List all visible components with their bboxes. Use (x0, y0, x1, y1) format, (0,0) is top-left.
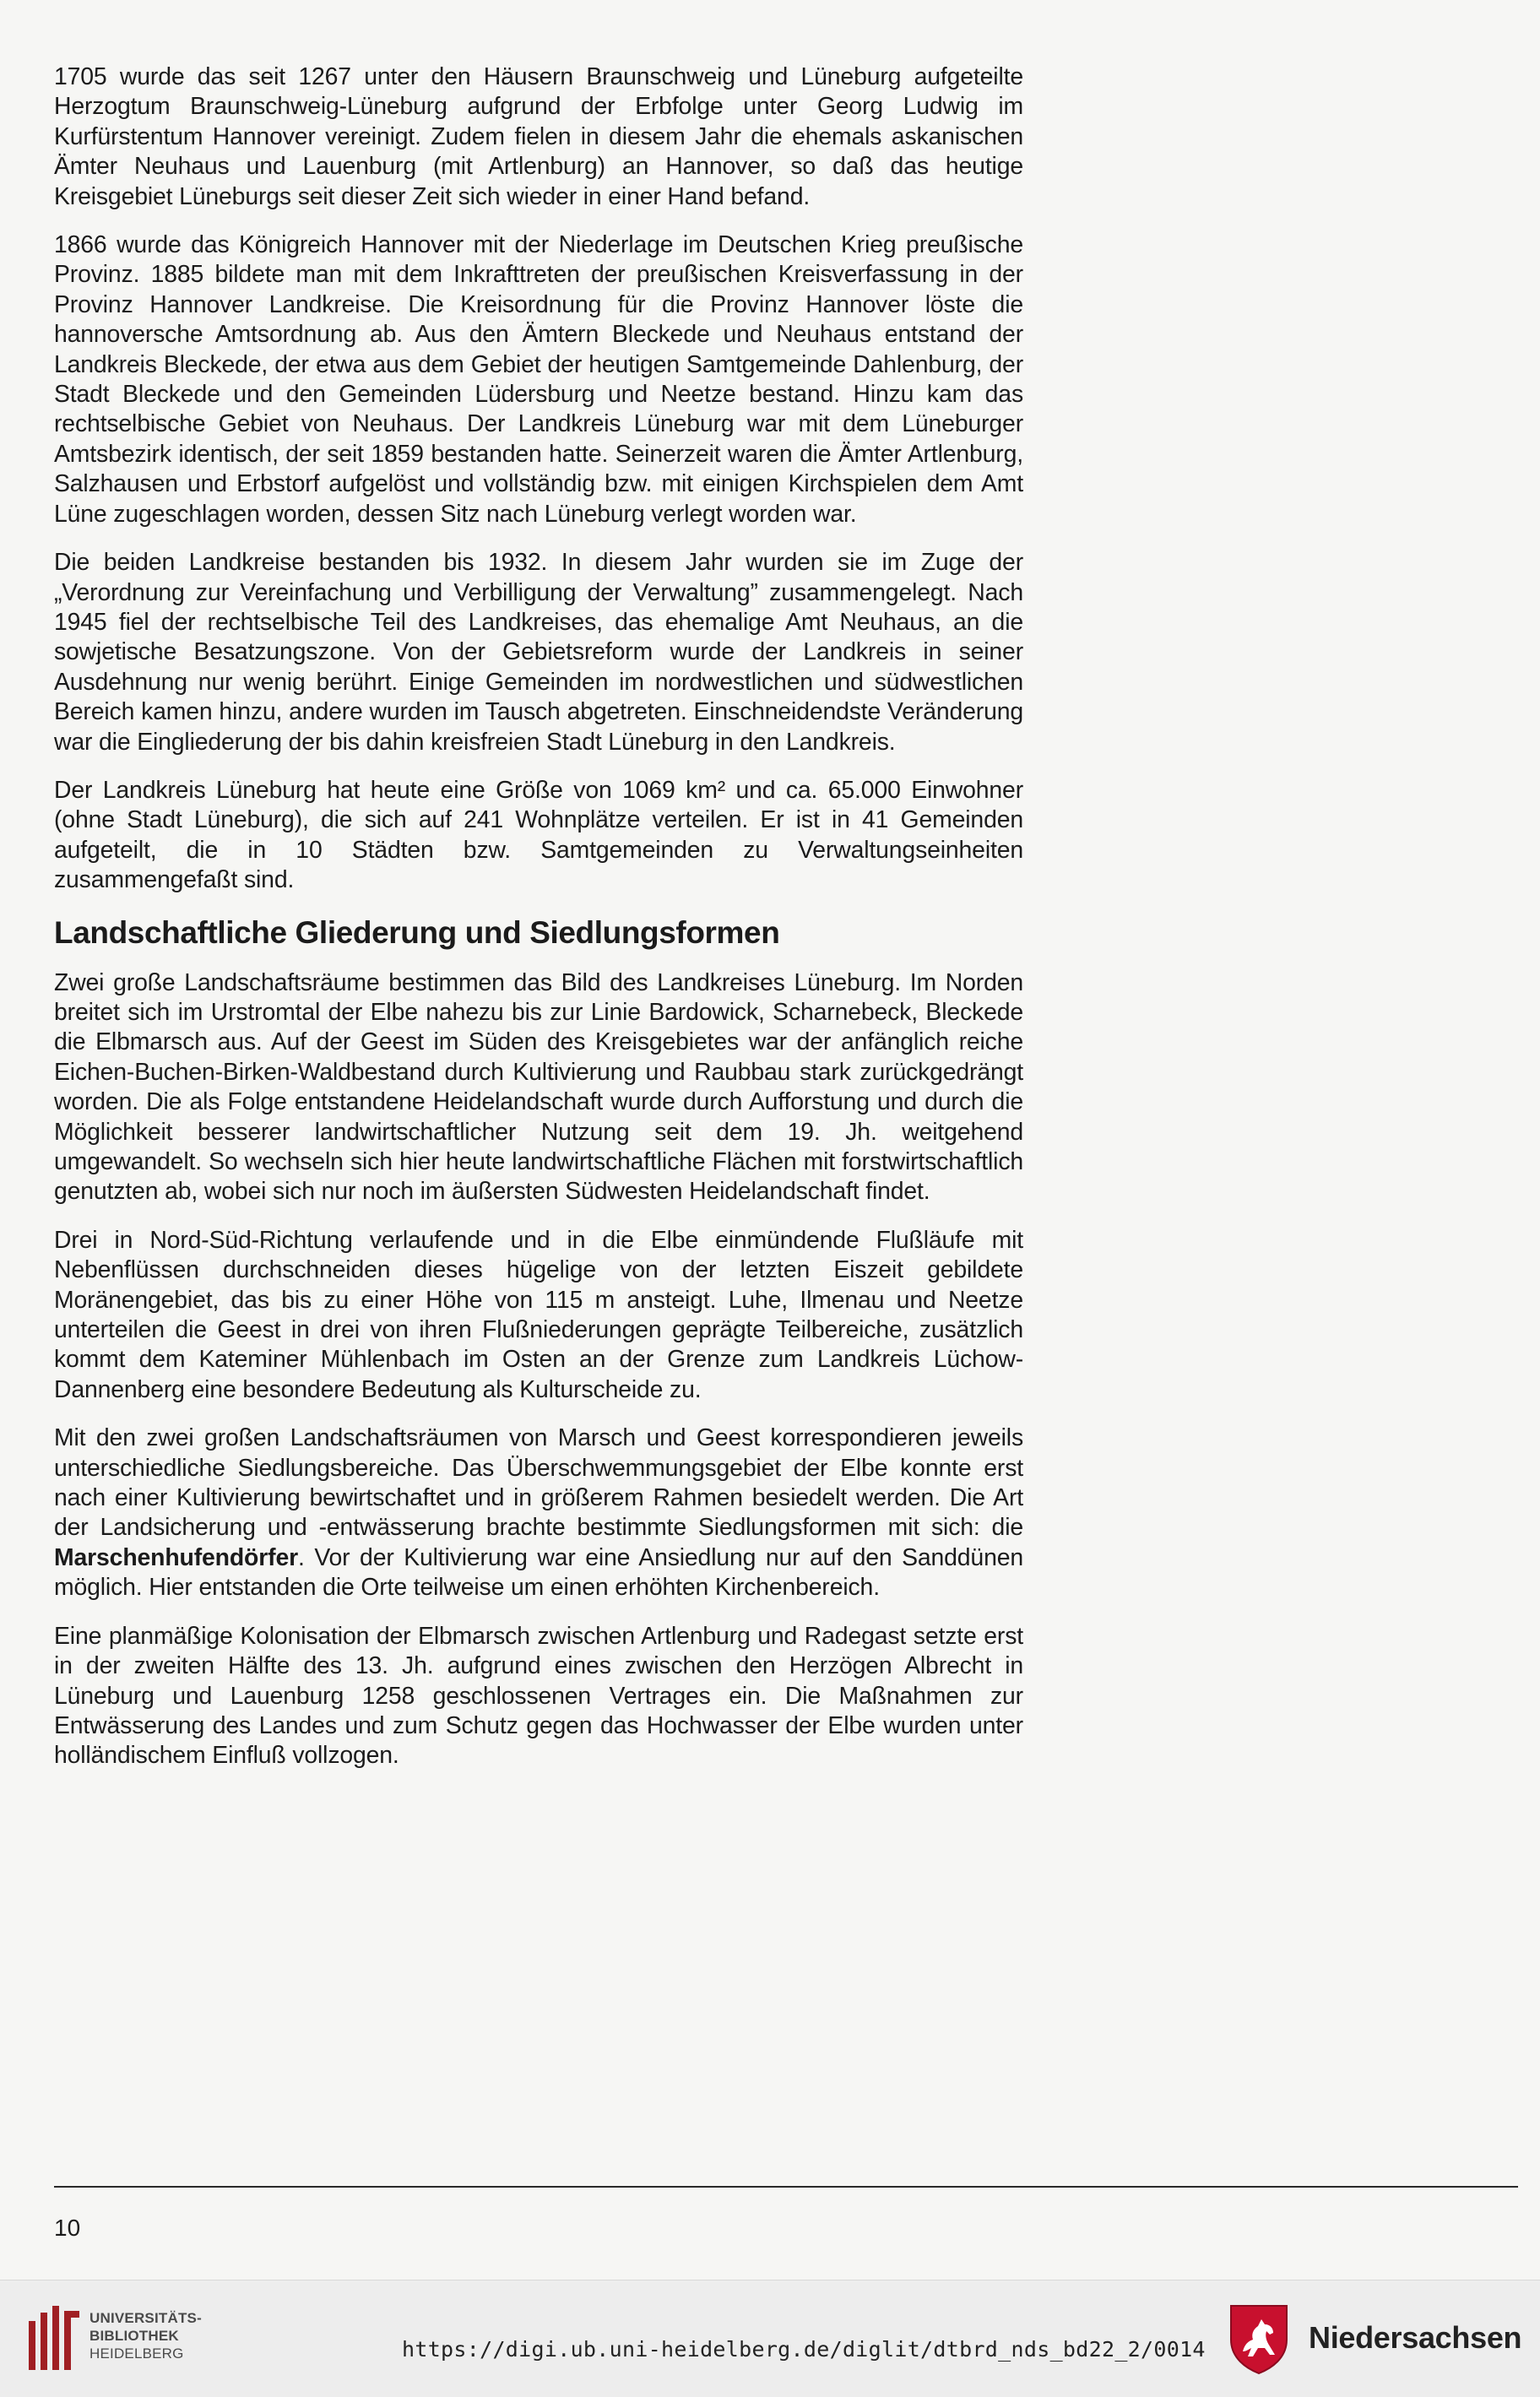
section-heading: Landschaftliche Gliederung und Siedlungsformen (54, 914, 780, 950)
library-logo[interactable] (24, 2299, 277, 2380)
paragraph-marsch-text-b: . Vor der Kultivierung war eine Ansiedlung nur auf den Sanddünen möglich. Hier entstanden die Orte teilweise um einen erhöhten Kirchenbereich. (54, 1543, 1023, 1602)
ub-heidelberg-logo-icon (24, 2304, 83, 2375)
permalink-url[interactable]: https://digi.ub.uni-heidelberg.de/diglit/dtbrd_nds_bd22_2/0014 (402, 2337, 1206, 2362)
term-marschenhufendoerfer: Marschenhufendörfer (54, 1543, 298, 1571)
paragraph-marsch-geest (54, 1424, 1023, 1603)
paragraph-landschaftsraeume: Zwei große Landschaftsräume bestimmen das Bild des Landkreises Lüneburg. Im Norden breitet sich im Urstromtal der Elbe nahezu bis zur Linie Bardowick, Scharnebeck, Bleckede die Elbmarsch aus. Auf der Geest im Süden des Kreisgebietes war der anfänglich reiche Eichen-Buchen-Birken-Waldbestand durch Kultivierung und Raubbau stark zurückgedrängt worden. Die als Folge entstandene Heidelandschaft wurde durch Aufforstung und durch die Möglichkeit besserer landwirtschaftlicher Nutzung seit dem 19. Jh. weitgehend umgewandelt. So wechseln sich hier heute landwirtschaftliche Flächen mit forstwirtschaftlich genutzten ab, wobei sich nur noch im äußersten Südwesten Heidelandschaft findet. (54, 968, 1023, 1206)
paragraph-1866: 1866 wurde das Königreich Hannover mit der Niederlage im Deutschen Krieg preußische Provinz. 1885 bildete man mit dem Inkrafttreten der preußischen Kreisverfassung in der Provinz Hannover Landkreise. Die Kreisordnung für die Provinz Hannover löste die hannoversche Amtsordnung ab. Aus den Ämtern Bleckede und Neuhaus entstand der Landkreis Bleckede, der etwa aus dem Gebiet der heutigen Samtgemeinde Dahlenburg, der Stadt Bleckede und den Gemeinden Lüdersburg und Neetze bestand. Hinzu kam das rechtselbische Gebiet von Neuhaus. Der Landkreis Lüneburg war mit dem Lüneburger Amtsbezirk identisch, der seit 1859 bestanden hatte. Seinerzeit waren die Ämter Artlenburg, Salzhausen und Erbstorf aufgelöst und vollständig bzw. mit einigen Kirchspielen dem Amt Lüne zugeschlagen worden, dessen Sitz nach Lüneburg verlegt worden war. (54, 231, 1023, 528)
library-name (89, 2309, 202, 2362)
paragraph-kolonisation: Eine planmäßige Kolonisation der Elbmarsch zwischen Artlenburg und Radegast setzte erst in der zweiten Hälfte des 13. Jh. aufgrund eines zwischen den Herzögen Albrecht in Lüneburg und Lauenburg 1258 geschlossenen Vertrages ein. Die Maßnahmen zur Entwässerung des Landes und zum Schutz gegen das Hochwasser der Elbe wurden unter holländischem Einfluß vollzogen. (54, 1622, 1023, 1770)
paragraph-1705: 1705 wurde das seit 1267 unter den Häusern Braunschweig und Lüneburg aufgeteilte Herzogtum Braunschweig-Lüneburg aufgrund der Erbfolge unter Georg Ludwig im Kurfürstentum Hannover vereinigt. Zudem fielen in diesem Jahr die ehemals askanischen Ämter Neuhaus und Lauenburg (mit Artlenburg) an Hannover, so daß das heutige Kreisgebiet Lüneburgs seit dieser Zeit sich wieder in einer Hand befand. (54, 63, 1023, 210)
library-name-line3: HEIDELBERG (89, 2345, 184, 2362)
page-number: 10 (54, 2215, 81, 2241)
niedersachsen-horse-shield-icon (1228, 2302, 1290, 2375)
state-logo[interactable] (1228, 2296, 1523, 2380)
paragraph-flusslaeufe: Drei in Nord-Süd-Richtung verlaufende und in die Elbe einmündende Flußläufe mit Nebenflüssen durchschneiden dieses hügelige von der letzten Eiszeit gebildete Moränengebiet, das bis zu einer Höhe von 115 m ansteigt. Luhe, Ilmenau und Neetze unterteilen die Geest in drei von ihren Flußniederungen geprägte Teilbereiche, zusätzlich kommt dem Kateminer Mühlenbach im Osten an der Grenze zum Landkreis Lüchow-Dannenberg eine besondere Bedeutung als Kulturscheide zu. (54, 1226, 1023, 1403)
paragraph-1932: Die beiden Landkreise bestanden bis 1932. In diesem Jahr wurden sie im Zuge der „Verordnung zur Vereinfachung und Verbilligung der Verwaltung” zusammengelegt. Nach 1945 fiel der rechtselbische Teil des Landkreises, das ehemalige Amt Neuhaus, an die sowjetische Besatzungszone. Von der Gebietsreform wurde der Landkreis in seiner Ausdehnung nur wenig berührt. Einige Gemeinden im nordwestlichen und südwestlichen Bereich kamen hinzu, andere wurden im Tausch abgetreten. Einschneidendste Veränderung war die Eingliederung der bis dahin kreisfreien Stadt Lüneburg in den Landkreis. (54, 549, 1023, 756)
state-name: Niedersachsen (1309, 2320, 1522, 2355)
viewer-footer-bar (0, 2280, 1540, 2397)
library-name-line1: UNIVERSITÄTS- (89, 2310, 202, 2326)
text-column (54, 62, 1023, 1790)
footer-divider (54, 2186, 1518, 2188)
paragraph-landkreis-size: Der Landkreis Lüneburg hat heute eine Größe von 1069 km² und ca. 65.000 Einwohner (ohne Stadt Lüneburg), die sich auf 241 Wohnplätze verteilen. Er ist in 41 Gemeinden aufgeteilt, die in 10 Städten bzw. Samtgemeinden zu Verwaltungseinheiten zusammengefaßt sind. (54, 776, 1023, 894)
paragraph-marsch-text-a: Mit den zwei großen Landschaftsräumen von Marsch und Geest korrespondieren jeweils unterschiedliche Siedlungsbereiche. Das Überschwemmungsgebiet der Elbe konnte erst nach einer Kultivierung bewirtschaftet und in größerem Rahmen besiedelt werden. Die Art der Landsicherung und -entwässerung brachte bestimmte Siedlungsformen mit sich: die (54, 1424, 1023, 1542)
library-name-line2: BIBLIOTHEK (89, 2328, 179, 2344)
